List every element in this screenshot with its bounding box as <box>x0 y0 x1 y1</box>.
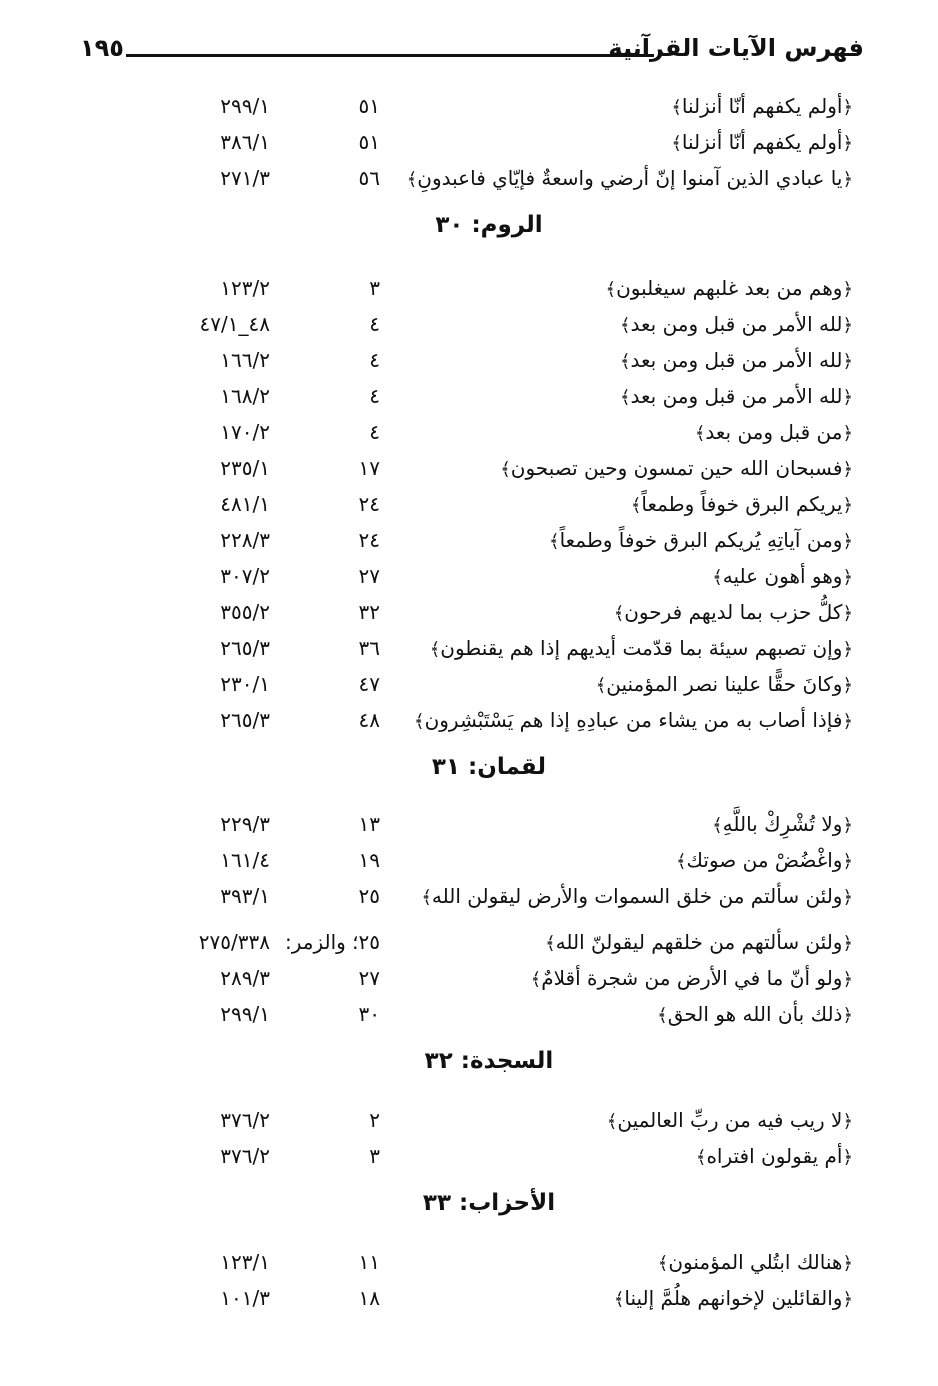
verse-text: ﴿لله الأمر من قبل ومن بعد﴾ <box>619 384 853 408</box>
ayah-number: ٤ <box>369 420 380 444</box>
volume-page-ref: ٢٦٥/٣ <box>220 708 270 732</box>
volume-page-ref: ٢٧٥/٣٣٨ <box>198 930 270 954</box>
verse-text: ﴿أولم يكفهم أنّا أنزلنا﴾ <box>671 130 853 154</box>
index-row <box>0 1280 938 1316</box>
verse-text: ﴿والقائلين لإخوانهم هلُمَّ إلينا﴾ <box>613 1286 853 1310</box>
page-number: ١٩٥ <box>80 34 124 62</box>
index-row <box>0 450 938 486</box>
volume-page-ref: ٢٣٥/١ <box>220 456 270 480</box>
verse-text: ﴿ذلك بأن الله هو الحق﴾ <box>657 1002 853 1026</box>
ayah-number: ١٨ <box>358 1286 380 1310</box>
page-header <box>80 34 864 70</box>
volume-page-ref: ٣٥٥/٢ <box>220 600 270 624</box>
ayah-number: ٣٦ <box>358 636 380 660</box>
ayah-number: ٢٤ <box>358 528 380 552</box>
volume-page-ref: ٢٦٥/٣ <box>220 636 270 660</box>
ayah-number: ٣ <box>369 276 380 300</box>
ayah-number: ٤ <box>369 384 380 408</box>
volume-page-ref: ٤٨١/١ <box>220 492 270 516</box>
ayah-number: ٢٥ <box>358 884 380 908</box>
surah-heading: السجدة: ٣٢ <box>424 1048 554 1074</box>
ayah-number: ٥١ <box>358 94 380 118</box>
ayah-number: ٤٨ <box>358 708 380 732</box>
verse-text: ﴿كلُّ حزب بما لديهم فرحون﴾ <box>613 600 853 624</box>
ayah-number: ٢٤ <box>358 492 380 516</box>
volume-page-ref: ٢٩٩/١ <box>220 94 270 118</box>
ayah-number: ١١ <box>358 1250 380 1274</box>
verse-text: ﴿من قبل ومن بعد﴾ <box>694 420 853 444</box>
verse-text: ﴿يريكم البرق خوفاً وطمعاً﴾ <box>630 492 853 516</box>
ayah-number: ٢٧ <box>358 564 380 588</box>
ayah-number: ٣٢ <box>358 600 380 624</box>
verse-text: ﴿واغْضُضْ من صوتك﴾ <box>675 848 853 872</box>
surah-heading: الروم: ٣٠ <box>435 212 543 238</box>
index-row <box>0 486 938 522</box>
verse-text: ﴿لله الأمر من قبل ومن بعد﴾ <box>619 348 853 372</box>
ayah-number: ٢ <box>369 1108 380 1132</box>
index-row <box>0 878 938 914</box>
index-row <box>0 960 938 996</box>
verse-text: ﴿ولا تُشْرِكْ باللَّهِ﴾ <box>712 812 853 836</box>
volume-page-ref: ٣٠٧/٢ <box>220 564 270 588</box>
volume-page-ref: ٣٨٦/١ <box>220 130 270 154</box>
verse-text: ﴿وهم من بعد غلبهم سيغلبون﴾ <box>605 276 853 300</box>
verse-text: ﴿لله الأمر من قبل ومن بعد﴾ <box>619 312 853 336</box>
ayah-number: ٤ <box>369 348 380 372</box>
index-row <box>0 558 938 594</box>
ayah-number: ٣ <box>369 1144 380 1168</box>
verse-text: ﴿يا عبادي الذين آمنوا إنّ أرضي واسعةٌ فإيّاي فاعبدونِ﴾ <box>406 166 853 190</box>
verse-text: ﴿ولو أنّ ما في الأرض من شجرة أقلامٌ﴾ <box>530 966 853 990</box>
verse-text: ﴿فإذا أصاب به من يشاء من عبادِهِ إذا هم يَسْتَبْشِرون﴾ <box>414 708 853 732</box>
verse-text: ﴿ولئن سألتهم من خلقهم ليقولنّ الله﴾ <box>545 930 853 954</box>
verse-text: ﴿فسبحان الله حين تمسون وحين تصبحون﴾ <box>500 456 853 480</box>
volume-page-ref: ٢٨٩/٣ <box>220 966 270 990</box>
ayah-number: ١٧ <box>358 456 380 480</box>
volume-page-ref: ٢٢٩/٣ <box>220 812 270 836</box>
index-row <box>0 1244 938 1280</box>
index-row <box>0 842 938 878</box>
ayah-number: ٢٥؛ والزمر: <box>284 930 380 954</box>
index-row <box>0 342 938 378</box>
verse-text: ﴿ومن آياتِهِ يُريكم البرق خوفاً وطمعاً﴾ <box>549 528 853 552</box>
index-row <box>0 806 938 842</box>
volume-page-ref: ١٢٣/١ <box>220 1250 270 1274</box>
volume-page-ref: ١٢٣/٢ <box>220 276 270 300</box>
verse-text: ﴿هنالك ابتُلي المؤمنون﴾ <box>657 1250 853 1274</box>
verse-text: ﴿وهو أهون عليه﴾ <box>712 564 853 588</box>
running-title: فهرس الآيات القرآنية <box>608 34 864 62</box>
index-row <box>0 702 938 738</box>
index-row <box>0 996 938 1032</box>
index-row <box>0 1102 938 1138</box>
volume-page-ref: ١٦٨/٢ <box>220 384 270 408</box>
index-row <box>0 594 938 630</box>
index-row <box>0 522 938 558</box>
volume-page-ref: ١٦٦/٢ <box>220 348 270 372</box>
index-row <box>0 306 938 342</box>
index-row <box>0 414 938 450</box>
ayah-number: ٣٠ <box>358 1002 380 1026</box>
volume-page-ref: ٣٧٦/٢ <box>220 1108 270 1132</box>
ayah-number: ١٩ <box>358 848 380 872</box>
ayah-number: ٥١ <box>358 130 380 154</box>
verse-text: ﴿وكانَ حقًّا علينا نصر المؤمنين﴾ <box>595 672 853 696</box>
index-row <box>0 160 938 196</box>
index-row <box>0 270 938 306</box>
ayah-number: ٥٦ <box>358 166 380 190</box>
index-row <box>0 924 938 960</box>
volume-page-ref: ٢٣٠/١ <box>220 672 270 696</box>
volume-page-ref: ٣٩٣/١ <box>220 884 270 908</box>
verse-text: ﴿وإن تصبهم سيئة بما قدّمت أيديهم إذا هم يقنطون﴾ <box>429 636 853 660</box>
ayah-number: ٢٧ <box>358 966 380 990</box>
index-row <box>0 124 938 160</box>
volume-page-ref: ٢٧١/٣ <box>220 166 270 190</box>
ayah-number: ١٣ <box>358 812 380 836</box>
volume-page-ref: ٢٢٨/٣ <box>220 528 270 552</box>
volume-page-ref: ١٠١/٣ <box>220 1286 270 1310</box>
verse-text: ﴿ولئن سألتم من خلق السموات والأرض ليقولن الله﴾ <box>421 884 853 908</box>
ayah-number: ٤ <box>369 312 380 336</box>
volume-page-ref: ١٦١/٤ <box>220 848 270 872</box>
verse-text: ﴿أم يقولون افتراه﴾ <box>695 1144 853 1168</box>
index-row <box>0 1138 938 1174</box>
index-row <box>0 88 938 124</box>
volume-page-ref: ٤٨_٤٧/١ <box>199 312 270 336</box>
verse-text: ﴿أولم يكفهم أنّا أنزلنا﴾ <box>671 94 853 118</box>
volume-page-ref: ٣٧٦/٢ <box>220 1144 270 1168</box>
ayah-number: ٤٧ <box>358 672 380 696</box>
header-rule <box>126 54 654 57</box>
index-row <box>0 378 938 414</box>
volume-page-ref: ٢٩٩/١ <box>220 1002 270 1026</box>
surah-heading: الأحزاب: ٣٣ <box>422 1190 556 1216</box>
index-row <box>0 630 938 666</box>
surah-heading: لقمان: ٣١ <box>431 754 547 780</box>
volume-page-ref: ١٧٠/٢ <box>220 420 270 444</box>
verse-text: ﴿لا ريب فيه من ربِّ العالمين﴾ <box>606 1108 853 1132</box>
index-row <box>0 666 938 702</box>
